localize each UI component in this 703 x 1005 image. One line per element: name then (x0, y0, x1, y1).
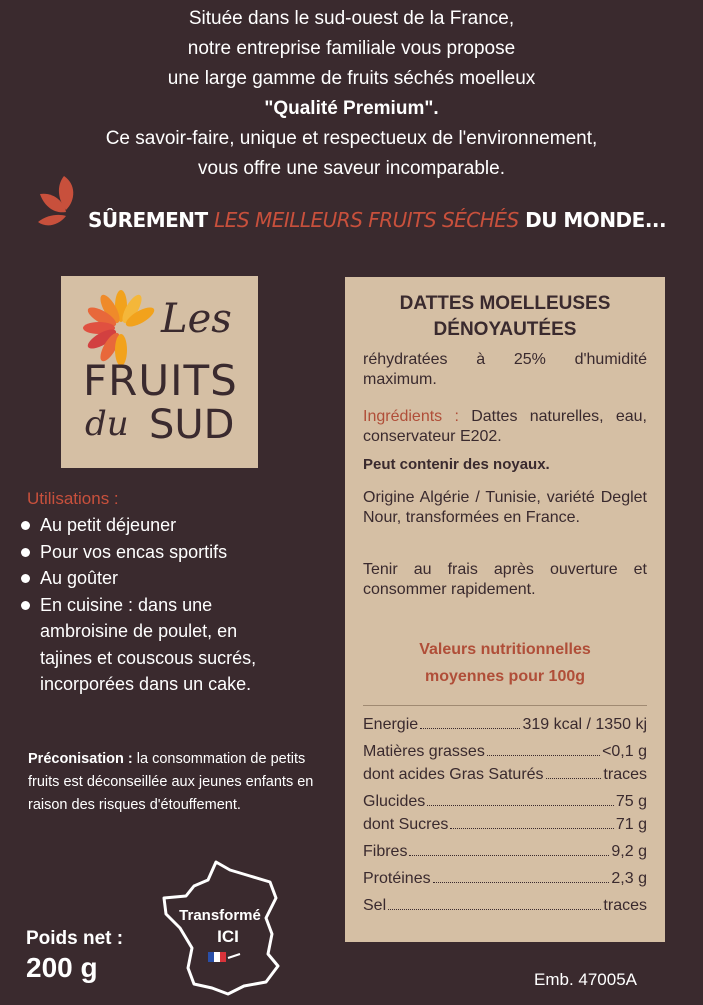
table-row (363, 713, 647, 736)
nutrition-title-line: moyennes pour 100g (424, 668, 586, 685)
net-weight-value: 200 g (26, 952, 98, 983)
recommendation-text (28, 748, 328, 817)
logo-du: du (85, 404, 129, 444)
allergen-warning: Peut contenir des noyaux. (363, 456, 550, 473)
ingredients-text: Dattes naturelles, eau, conservateur E202. (363, 408, 647, 445)
dot-leader (388, 895, 601, 910)
intro-line: vous offre une saveur incomparable. (198, 158, 505, 179)
net-weight-label: Poids net : (26, 928, 124, 949)
nutrition-title-line: Valeurs nutritionnelles (419, 641, 591, 658)
origin-badge-line1: Transformé (179, 907, 261, 924)
storage-text: Tenir au frais après ouverture et consommer rapidement. (363, 561, 647, 598)
product-info-panel (345, 277, 665, 942)
intro-line: une large gamme de fruits séchés moelleux (167, 68, 536, 89)
tagline-part: DU MONDE... (518, 208, 667, 232)
tagline (88, 208, 666, 232)
nutrition-title (345, 636, 665, 690)
product-title-line: DÉNOYAUTÉES (433, 319, 577, 340)
dot-leader (409, 841, 609, 856)
ingredients-label: Ingrédients : (363, 408, 459, 425)
logo-sud: SUD (149, 402, 235, 448)
dot-leader (546, 764, 602, 779)
table-row (363, 813, 647, 836)
nutrient-name: Fibres (363, 843, 408, 860)
intro-line: notre entreprise familiale vous propose (187, 38, 516, 59)
arrow-icon (228, 954, 240, 958)
list-item: Au goûter (18, 565, 318, 592)
logo-fruits: FRUITS (83, 356, 238, 405)
packaging-code: Emb. 47005A (534, 970, 638, 989)
table-row (363, 840, 647, 863)
origin-text: Origine Algérie / Tunisie, variété Deglet Nour, transformées en France. (363, 489, 647, 526)
recommendation-label: Préconisation : (28, 751, 133, 767)
ingredients (363, 407, 647, 447)
leaves-icon (36, 170, 86, 240)
product-subtitle: réhydratées à 25% d'humidité maximum. (363, 351, 647, 388)
sun-icon (79, 286, 169, 366)
divider (363, 705, 647, 706)
nutrient-value: 319 kcal / 1350 kj (522, 716, 647, 733)
tagline-highlight: LES MEILLEURS FRUITS SÉCHÉS (214, 208, 519, 232)
intro-line: "Qualité Premium". (264, 98, 439, 119)
nutrient-value: <0,1 g (602, 743, 647, 760)
origin-badge-line2: ICI (217, 927, 239, 946)
dot-leader (433, 868, 610, 883)
nutrient-value: 2,3 g (611, 870, 647, 887)
uses-list (18, 512, 318, 698)
nutrient-value: 71 g (615, 816, 647, 833)
nutrient-name: Glucides (363, 793, 426, 810)
brand-logo (61, 276, 258, 468)
nutrient-value: 75 g (615, 793, 647, 810)
france-map-icon (158, 858, 288, 998)
table-row (363, 867, 647, 890)
dot-leader (487, 741, 600, 756)
logo-les: Les (161, 296, 232, 342)
dot-leader (427, 791, 614, 806)
tagline-part: SÛREMENT (88, 208, 215, 232)
nutrient-name: Matières grasses (363, 743, 485, 760)
product-title (345, 291, 665, 343)
table-row (363, 763, 647, 786)
table-row (363, 740, 647, 763)
recommendation-body: la consommation de petits fruits est déconseillée aux jeunes enfants en raison des risques d'étouffement. (28, 751, 314, 813)
nutrient-name: dont acides Gras Saturés (363, 766, 544, 783)
uses-title: Utilisations : (27, 489, 119, 508)
table-row (363, 790, 647, 813)
product-title-line: DATTES MOELLEUSES (399, 293, 611, 314)
list-item: En cuisine : dans une ambroisine de poulet, en tajines et couscous sucrés, incorporées dans un cake. (18, 592, 272, 698)
french-flag-icon (208, 952, 226, 962)
nutrient-name: dont Sucres (363, 816, 449, 833)
intro-line: Ce savoir-faire, unique et respectueux de l'environnement, (105, 128, 598, 149)
dot-leader (420, 714, 520, 729)
nutrient-name: Energie (363, 716, 419, 733)
nutrient-value: 9,2 g (611, 843, 647, 860)
nutrient-value: traces (603, 897, 647, 914)
table-row (363, 894, 647, 917)
list-item: Au petit déjeuner (18, 512, 318, 539)
nutrient-name: Protéines (363, 870, 431, 887)
nutrition-table (363, 713, 647, 917)
intro-text (0, 4, 703, 184)
list-item: Pour vos encas sportifs (18, 539, 318, 566)
nutrient-name: Sel (363, 897, 387, 914)
nutrient-value: traces (603, 766, 647, 783)
dot-leader (450, 814, 613, 829)
intro-line: Située dans le sud-ouest de la France, (188, 8, 515, 29)
